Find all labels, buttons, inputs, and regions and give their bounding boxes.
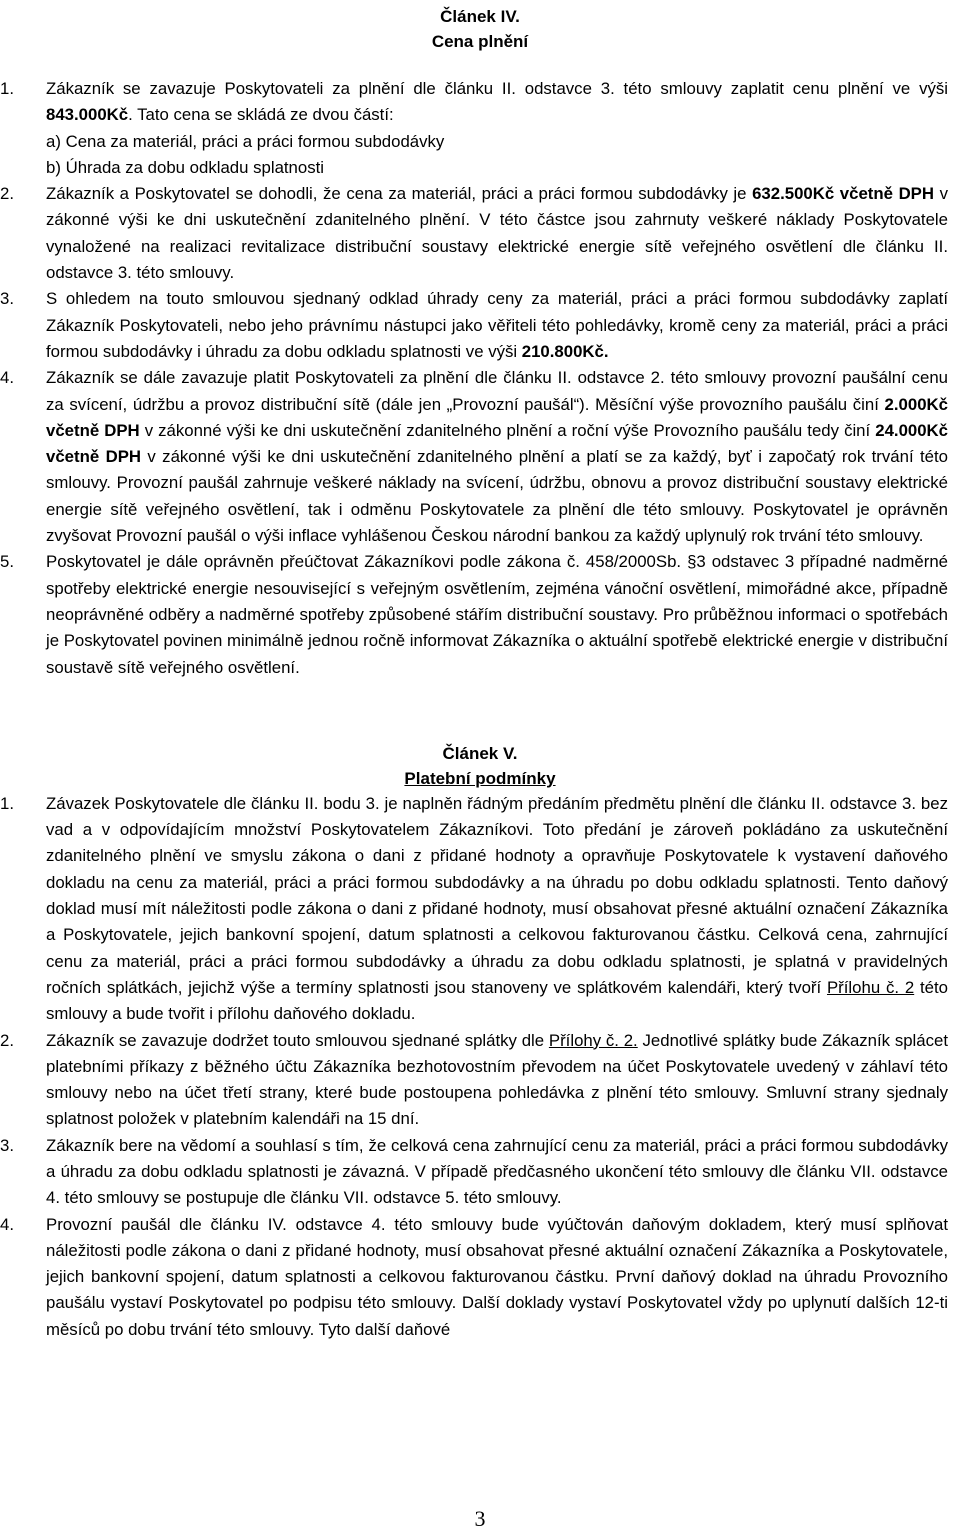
article-4-item-4 (0, 365, 960, 549)
price-deferral: 210.800Kč. (521, 341, 609, 361)
item-text: Zákazník se zavazuje Poskytovateli za plnění dle článku II. odstavce 3. této smlouvy zaplatit cenu plnění ve výši (46, 79, 948, 98)
page-number: 3 (474, 1506, 486, 1531)
article-5-item-2 (0, 1028, 960, 1133)
item-text: Zákazník a Poskytovatel se dohodli, že cena za materiál, práci a práci formou subdodávky je (46, 184, 753, 204)
item-text: . Tato cena se skládá ze dvou částí: (128, 105, 394, 125)
annex-reference: Přílohy č. 2. (548, 1030, 638, 1050)
item-number: 3. (0, 1135, 14, 1155)
annex-reference: Přílohu č. 2 (826, 977, 915, 997)
article-4-list (0, 76, 960, 681)
article-5-number: Článek V. (442, 743, 518, 763)
article-5-item-3 (0, 1133, 960, 1212)
price-material: 632.500Kč včetně DPH (752, 184, 934, 204)
article-4-item-5 (0, 549, 960, 680)
item-text: v zákonné výši ke dni uskutečnění zdanitelného plnění a roční výše Provozního paušálu tedy činí (139, 420, 876, 440)
item-number: 2. (0, 184, 14, 204)
article-4-title: Cena plnění (431, 32, 529, 51)
item-text: S ohledem na touto smlouvou sjednaný odklad úhrady ceny za materiál, práci a práci formou subdodávky zaplatí Zákazník Poskytovateli, nebo jeho právnímu nástupci jako věřiteli této pohledávky, kromě ceny za materiál, práci a práci formou subdodávky i úhradu za dobu odkladu splatnosti ve výši (46, 289, 948, 361)
item-text: Poskytovatel je dále oprávněn přeúčtovat Zákazníkovi podle zákona č. 458/2000Sb. §3 odstavec 3 případné nadměrné spotřeby elektrické energie nesouvisející s veřejným osvětlením, zejména vánoční osvětlení, mimořádné akce, případně neoprávněné odběry a nadměrné spotřeby způsobené stářím distribuční soustavy. Pro průběžnou informaci o spotřebách je Poskytovatel povinen minimálně jednou ročně informovat Zákazníka o aktuální spotřebě elektrické energie v distribuční soustavě sítě veřejného osvětlení. (46, 552, 949, 677)
item-text: této smlouvy a bude tvořit i přílohu daňového dokladu. (46, 977, 948, 1024)
monthly-fee: 2.000Kč včetně DPH (46, 394, 948, 440)
item-number: 4. (0, 1214, 14, 1234)
item-number: 1. (0, 79, 14, 98)
sub-item-a: a) Cena za materiál, práci a práci formou subdodávky (46, 131, 445, 151)
item-number: 4. (0, 368, 14, 388)
item-text: Závazek Poskytovatele dle článku II. bodu 3. je naplněn řádným předáním předmětu plnění dle článku II. odstavce 3. bez vad a v odpovídajícím množství Poskytovatelem Zákazníkovi. Toto předání je zároveň pokládáno za uskutečnění zdanitelného plnění ve smyslu zákona o dani z přidané hodnoty a opravňuje Poskytovatele k vystavení daňového dokladu na cenu za materiál, práci a práci formou subdodávky a na úhradu po dobu odkladu splatnosti. Tento daňový doklad musí mít náležitosti podle zákona o dani z přidané hodnoty, musí obsahovat přesné aktuální označení Zákazníka a Poskytovatele, jejich bankovní spojení, datum splatnosti a celkovou fakturovanou částku. Celková cena, zahrnující cenu za materiál, práci a práci formou subdodávky a úhradu za dobu odkladu splatnosti, je splatná v pravidelných ročních splátkách, jejichž výše a termíny splatnosti jsou stanoveny ve splátkovém kalendáři, který tvoří (46, 793, 948, 997)
article-4-item-2 (0, 181, 960, 286)
article-5-list (0, 791, 960, 1343)
item-text: Zákazník se zavazuje dodržet touto smlouvou sjednané splátky dle (46, 1030, 549, 1050)
item-text: Zákazník bere na vědomí a souhlasí s tím, že celková cena zahrnující cenu za materiál, práci a práci formou subdodávky a úhradu za dobu odkladu splatnosti je závazná. V případě předčasného ukončení této smlouvy dle článku VII. odstavce 4. této smlouvy se postupuje dle článku VII. odstavce 5. této smlouvy. (46, 1135, 948, 1208)
article-4-item-3 (0, 286, 960, 365)
item-text: v zákonné výši ke dni uskutečnění zdanitelného plnění a platí se za každý, byť i započatý rok trvání této smlouvy. Provozní paušál zahrnuje veškeré náklady na svícení, údržbu, obnovu a provoz distribuční soustavy elektrické energie sítě veřejného osvětlení, tak i odměnu Poskytovatele za plnění dle této smlouvy. Poskytovatel je oprávněn zvyšovat Provozní paušál o výši inflace vyhlášenou Českou národní bankou za každý uplynulý rok trvání této smlouvy. (46, 447, 948, 546)
item-text: v zákonné výši ke dni uskutečnění zdanitelného plnění. V této částce jsou zahrnuty veškeré náklady Poskytovatele vynaložené na realizaci revitalizace distribuční soustavy elektrické energie sítě veřejného osvětlení dle článku II. odstavce 3. této smlouvy. (46, 184, 948, 283)
article-5-title: Platební podmínky (404, 768, 556, 788)
article-5-item-4 (0, 1212, 960, 1343)
section-gap (0, 681, 960, 741)
item-text: Provozní paušál dle článku IV. odstavce 4. této smlouvy bude vyúčtován daňovým dokladem, který musí splňovat náležitosti podle zákona o dani z přidané hodnoty, musí obsahovat přesné aktuální označení Zákazníka a Poskytovatele, jejich bankovní spojení, datum splatnosti a celkovou fakturovanou částku. První daňový doklad na úhradu Provozního paušálu vystaví Poskytovatel po podpisu této smlouvy. Další doklady vystaví Poskytovatel vždy po uplynutí dalších 12-ti měsíců po dobu trvání této smlouvy. Tyto další daňové (46, 1214, 948, 1339)
item-number: 3. (0, 289, 14, 309)
price-total: 843.000Kč (46, 105, 129, 125)
article-4-number: Článek IV. (440, 7, 520, 26)
item-text: Zákazník se dále zavazuje platit Poskytovateli za plnění dle článku II. odstavce 2. této smlouvy provozní paušální cenu za svícení, údržbu a provoz distribuční sítě (dále jen „Provozní paušál“). Měsíční výše provozního paušálu činí (46, 368, 948, 414)
item-number: 5. (0, 552, 14, 572)
item-number: 1. (0, 793, 14, 813)
item-text: Jednotlivé splátky bude Zákazník splácet platebními příkazy z běžného účtu Zákazníka bezhotovostním převodem na účet Poskytovatele uvedený v záhlaví této smlouvy nebo na účet třetí strany, které bude postoupena pohledávka z plnění této smlouvy. Smluvní strany sjednaly splatnost položek v platebním kalendáři na 15 dní. (46, 1030, 948, 1129)
article-5-item-1 (0, 791, 960, 1028)
article-4-item-1 (0, 76, 960, 181)
item-number: 2. (0, 1030, 14, 1050)
sub-item-b: b) Úhrada za dobu odkladu splatnosti (46, 157, 325, 177)
annual-fee: 24.000Kč včetně DPH (46, 420, 949, 467)
